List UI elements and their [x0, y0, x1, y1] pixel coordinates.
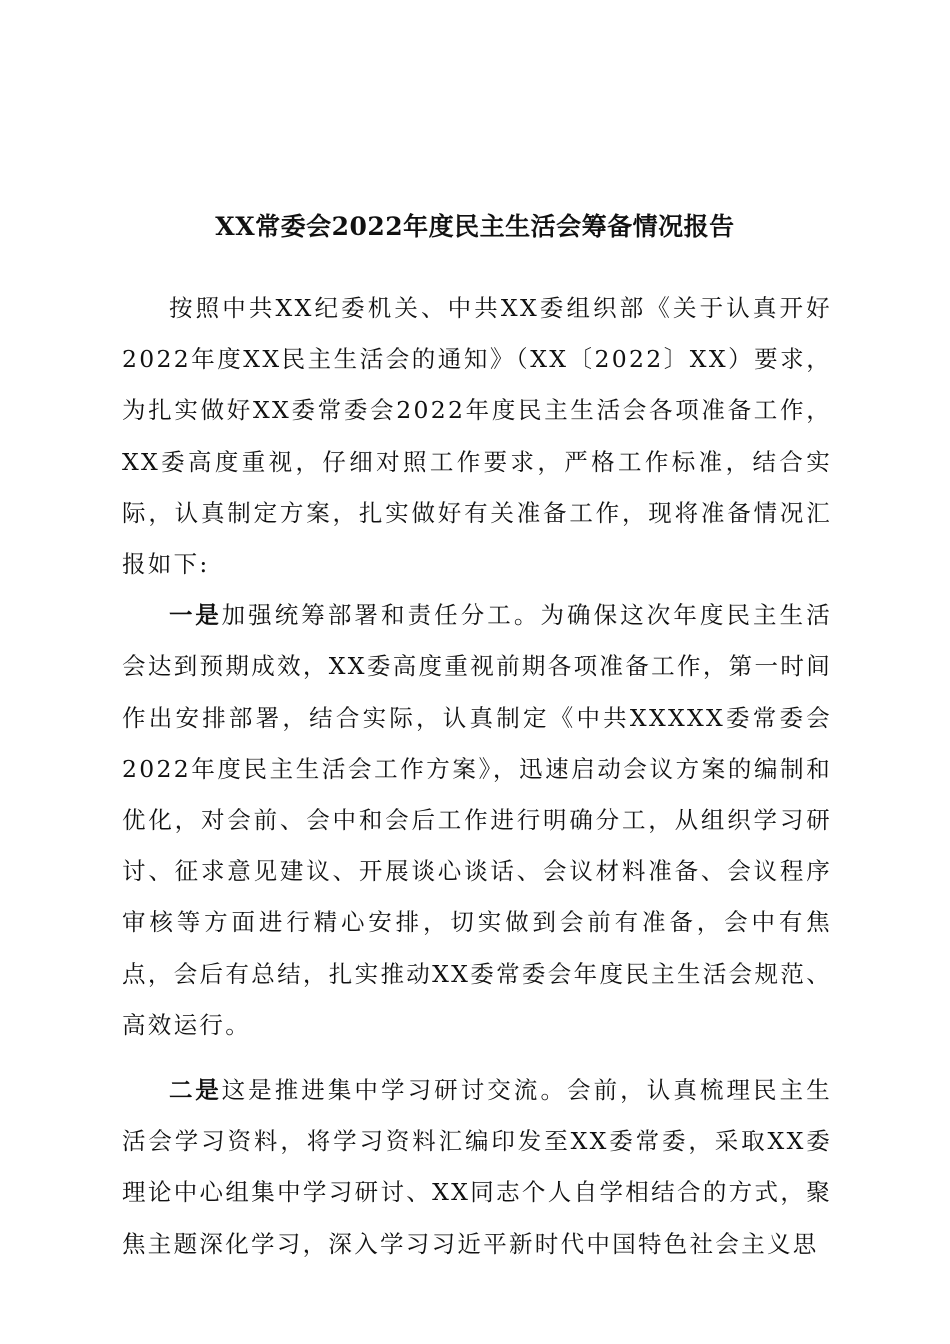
paragraph-text: 这是推进集中学习研讨交流。会前，认真梳理民主生活会学习资料，将学习资料汇编印发至XX委常委，采取XX委理论中心组集中学习研讨、XX同志个人自学相结合的方式，聚焦主题深化学习，深入学习习近平新时代中国特色社会主义思	[122, 1076, 833, 1258]
paragraph-point-1	[122, 590, 832, 1051]
paragraph-lead: 一是	[169, 601, 222, 630]
paragraph-point-2	[122, 1065, 832, 1270]
paragraph-intro	[122, 283, 832, 590]
document-body	[122, 283, 832, 1270]
paragraph-text: 加强统筹部署和责任分工。为确保这次年度民主生活会达到预期成效，XX委高度重视前期各项准备工作，第一时间作出安排部署，结合实际，认真制定《中共XXXXX委常委会2022年度民主生活会工作方案》，迅速启动会议方案的编制和优化，对会前、会中和会后工作进行明确分工，从组织学习研讨、征求意见建议、开展谈心谈话、会议材料准备、会议程序审核等方面进行精心安排，切实做到会前有准备，会中有焦点，会后有总结，扎实推动XX委常委会年度民主生活会规范、高效运行。	[122, 601, 833, 1039]
paragraph-lead: 二是	[169, 1076, 222, 1105]
document-title: XX常委会2022年度民主生活会筹备情况报告	[215, 212, 735, 241]
paragraph-text: 按照中共XX纪委机关、中共XX委组织部《关于认真开好2022年度XX民主生活会的通知》（XX〔2022〕XX）要求，为扎实做好XX委常委会2022年度民主生活会各项准备工作，XX委高度重视，仔细对照工作要求，严格工作标准，结合实际，认真制定方案，扎实做好有关准备工作，现将准备情况汇报如下:	[122, 294, 832, 579]
